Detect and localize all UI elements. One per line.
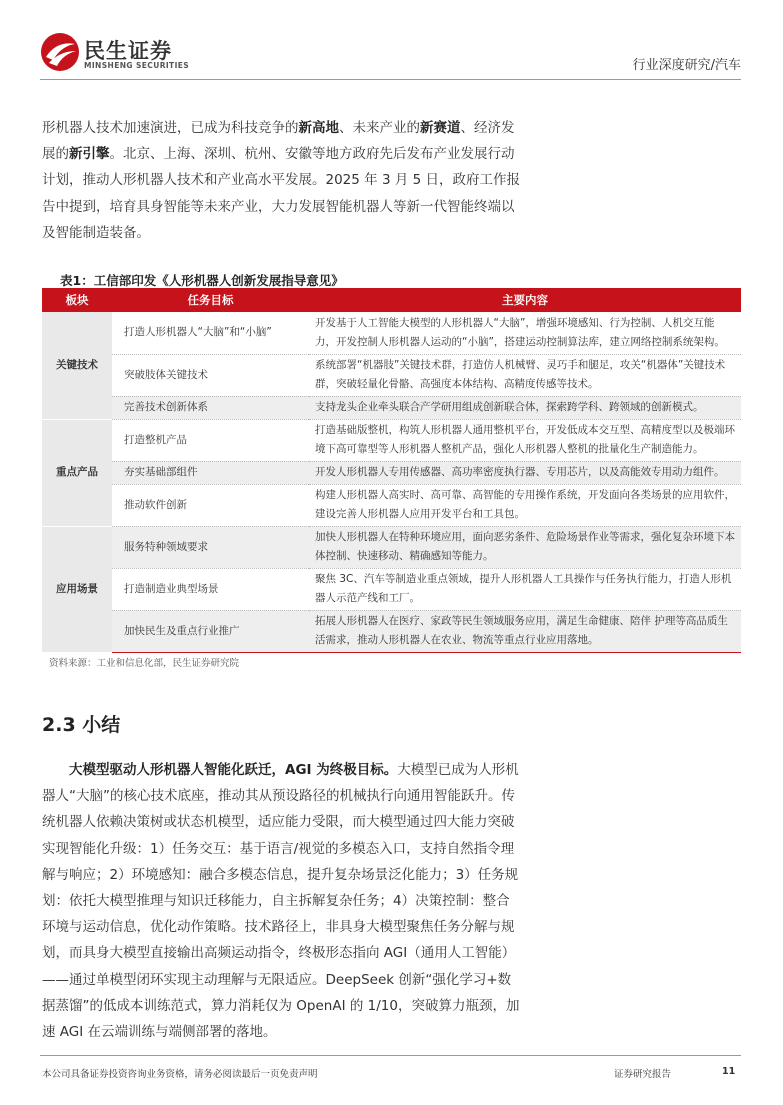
category-cell: 应用场景 <box>42 526 112 652</box>
page-header <box>0 0 783 80</box>
brand-name-english: MINSHENG SECURITIES <box>84 61 190 70</box>
table-row <box>42 461 741 484</box>
section-heading: 2.3 小结 <box>42 714 121 736</box>
content-cell: 加快人形机器人在特种环境应用，面向恶劣条件、危险场景作业等需求，强化复杂环境下本体控制、快速移动、精确感知等能力。 <box>309 526 741 568</box>
guideline-table <box>42 288 741 653</box>
content-cell: 支持龙头企业牵头联合产学研用组成创新联合体，探索跨学科、跨领域的创新模式。 <box>309 396 741 419</box>
goal-cell: 打造制造业典型场景 <box>112 568 309 610</box>
header-content: 主要内容 <box>309 288 741 312</box>
brand-name: 民生证券 <box>84 39 172 63</box>
goal-cell: 服务特种领域要求 <box>112 526 309 568</box>
summary-lead: 大模型驱动人形机器人智能化跃迁，AGI 为终极目标。 <box>69 762 398 778</box>
report-category: 行业深度研究/汽车 <box>632 58 741 73</box>
content-cell: 开发人形机器人专用传感器、高功率密度执行器、专用芯片，以及高能效专用动力组件。 <box>309 461 741 484</box>
table-row <box>42 354 741 396</box>
intro-paragraph: 形机器人技术加速演进，已成为科技竞争的新高地、未来产业的新赛道、经济发展的新引擎。北京、上海、深圳、杭州、安徽等地方政府先后发布产业发展行动计划，推动人形机器人技术和产业高水平发展。2025 年 3 月 5 日，政府工作报告中提到，培育具身智能等未来产业，大力发展智能机器人等新一代智能终端以及智能制造装备。 <box>42 120 520 241</box>
summary-body: 大模型已成为人形机器人“大脑”的核心技术底座，推动其从预设路径的机械执行向通用智能跃升。传统机器人依赖决策树或状态机模型，适应能力受限，而大模型通过四大能力突破实现智能化升级：1）任务交互：基于语言/视觉的多模态入口，支持自然指令理解与响应；2）环境感知：融合多模态信息，提升复杂场景泛化能力；3）任务规划：依托大模型推理与知识迁移能力，自主拆解复杂任务；4）决策控制：整合环境与运动信息，优化动作策略。技术路径上，非具身大模型聚焦任务分解与规划，而具身大模型直接输出高频运动指令，终极形态指向 AGI（通用人工智能）——通过单模型闭环实现主动理解与无限适应。DeepSeek 创新“强化学习+数据蒸馏”的低成本训练范式，算力消耗仅为 OpenAI 的 1/10，突破算力瓶颈，加速 AGI 在云端训练与端侧部署的落地。 <box>42 762 520 1041</box>
goal-cell: 打造人形机器人“大脑”和“小脑” <box>112 312 309 354</box>
goal-cell: 加快民生及重点行业推广 <box>112 610 309 652</box>
content-cell: 聚焦 3C、汽车等制造业重点领域，提升人形机器人工具操作与任务执行能力，打造人形机器人示范产线和工厂。 <box>309 568 741 610</box>
header-divider <box>40 79 741 80</box>
footer-report-type: 证券研究报告 <box>614 1069 672 1080</box>
header-category: 板块 <box>42 288 112 312</box>
content-cell: 拓展人形机器人在医疗、家政等民生领域服务应用，满足生命健康、陪伴 护理等高品质生活需求，推动人形机器人在农业、物流等重点行业应用落地。 <box>309 610 741 652</box>
header-goal: 任务目标 <box>112 288 309 312</box>
table-row <box>42 610 741 652</box>
table-row <box>42 568 741 610</box>
content-cell: 开发基于人工智能大模型的人形机器人“大脑”，增强环境感知、行为控制、人机交互能力，开发控制人形机器人运动的“小脑”，搭建运动控制算法库，建立网络控制系统架构。 <box>309 312 741 354</box>
footer-disclaimer: 本公司具备证券投资咨询业务资格，请务必阅读最后一页免责声明 <box>42 1069 318 1080</box>
minsheng-logo-icon <box>40 32 80 72</box>
footer-divider <box>40 1055 741 1056</box>
goal-cell: 完善技术创新体系 <box>112 396 309 419</box>
table-title: 表1：工信部印发《人形机器人创新发展指导意见》 <box>60 273 344 288</box>
goal-cell: 打造整机产品 <box>112 419 309 461</box>
content-cell: 系统部署“机器肢”关键技术群，打造仿人机械臂、灵巧手和腿足，攻关“机器体”关键技术群，突破轻量化骨骼、高强度本体结构、高精度传感等技术。 <box>309 354 741 396</box>
table-row <box>42 312 741 354</box>
content-cell: 打造基础版整机，构筑人形机器人通用整机平台，开发低成本交互型、高精度型以及极端环境下高可靠型等人形机器人整机产品，强化人形机器人整机的批量化生产制造能力。 <box>309 419 741 461</box>
table-row <box>42 526 741 568</box>
category-cell: 重点产品 <box>42 419 112 526</box>
table-row <box>42 419 741 461</box>
content-cell: 构建人形机器人高实时、高可靠、高智能的专用操作系统，开发面向各类场景的应用软件，建设完善人形机器人应用开发平台和工具包。 <box>309 484 741 526</box>
table-header-row <box>42 288 741 312</box>
goal-cell: 突破肢体关键技术 <box>112 354 309 396</box>
summary-paragraph <box>42 757 522 1045</box>
table-row <box>42 484 741 526</box>
category-cell: 关键技术 <box>42 312 112 419</box>
goal-cell: 夯实基础部组件 <box>112 461 309 484</box>
goal-cell: 推动软件创新 <box>112 484 309 526</box>
table-row <box>42 396 741 419</box>
table-source-note: 资料来源：工业和信息化部，民生证券研究院 <box>49 658 240 669</box>
page-number: 11 <box>722 1066 736 1077</box>
